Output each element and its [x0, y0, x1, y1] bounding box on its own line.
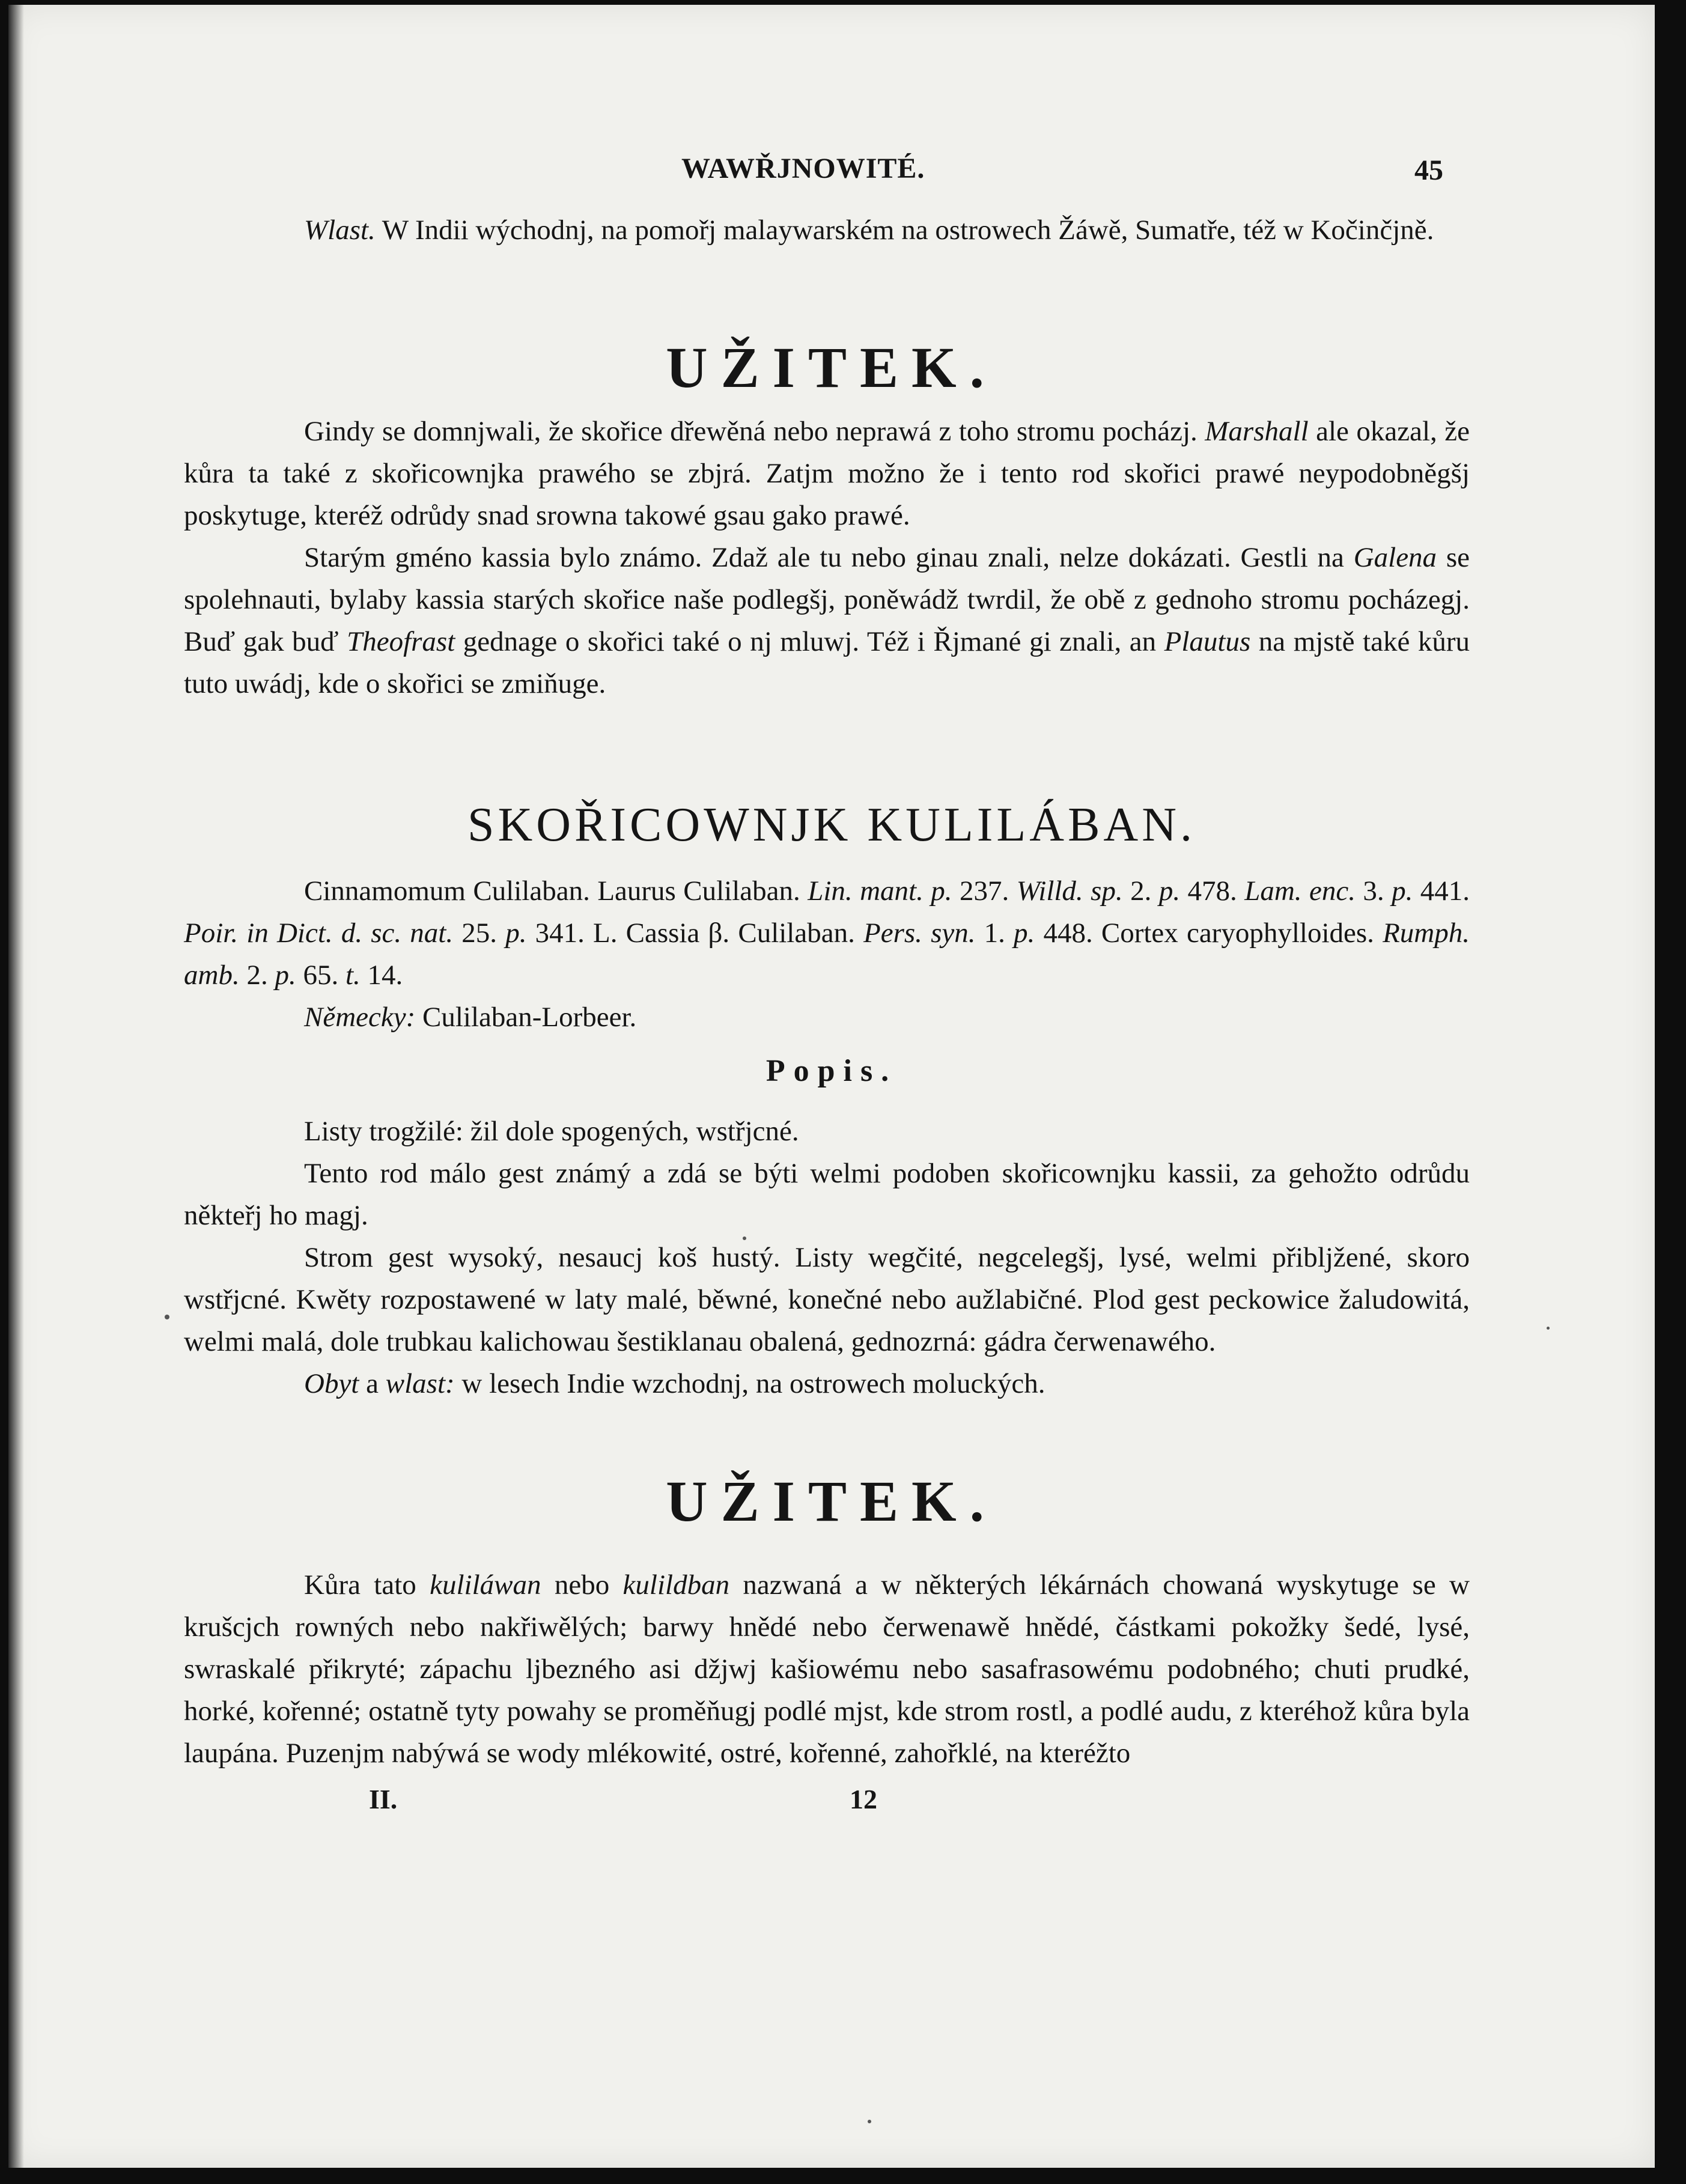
syn-num: 478. — [1180, 875, 1245, 907]
usage-section-1 — [184, 410, 1470, 705]
bark-text-c: nazwaná a w některých lékárnách chowaná wyskytuge se w krušcjch rowných nebo nakřiwělých; barwy hnědé nebo čerwenawě hnědé, částkami pokožky šedé, lysé, swraskalé přikryté; zápachu ljbezného asi džjwj kašiowému nebo sasafrasowému podobného; chuti prudké, horké, kořenné; ostatně tyty powahy se proměňugj podlé mjst, kde strom rostl, a podlé audu, z kteréhož kůra byla laupána. Puzenjm nabýwá se wody mlékowité, ostré, kořenné, zahořklé, na kteréžto — [184, 1569, 1470, 1769]
syn-ref: t. — [345, 960, 361, 991]
syn-ref: Rumph. amb. — [184, 917, 1470, 991]
local-name-2: kulildban — [622, 1569, 730, 1601]
syn-ref: p. — [275, 960, 296, 991]
author-plautus: Plautus — [1164, 626, 1251, 657]
syn-num: 2. — [1122, 875, 1159, 907]
history-text-a: Starým gménо kassia bylo známo. Zdaž ale tu nebo ginau znali, nelze dokázati. Gestli na — [304, 542, 1354, 573]
description-habitat — [184, 1363, 1470, 1405]
german-label: Německy: — [304, 1002, 416, 1033]
description-tree: Strom gest wysoký, nesaucj koš hustý. Listy wegčité, negcelegšj, lysé, welmi přibljžené, skoro wstřjcné. Kwěty rozpostawené w laty malé, běwné, konečné nebo aužlabičné. Plod gest peckowice žaludowitá, welmi malá, dole trubkau kalichowau šestiklanau obalená, gednozrná: gádra čerwenawého. — [184, 1242, 1470, 1357]
section-heading-uzitek-1: UŽITEK. — [666, 335, 997, 400]
syn-num: 441. — [1413, 875, 1470, 907]
german-name: Culilaban-Lorbeer. — [415, 1002, 637, 1033]
syn-num: 1. — [975, 917, 1014, 949]
page-number: 45 — [1414, 154, 1443, 186]
usage-text: Gindy se domnjwali, že skořice dřewěná nebo neprawá z toho stromu pocházj. — [304, 416, 1198, 447]
syn-ref: p. — [1014, 917, 1035, 949]
syn-ref: Pers. syn. — [863, 917, 976, 949]
habitat-paragraph — [184, 209, 1470, 251]
habitat-wlast-label: wlast: — [385, 1368, 455, 1399]
scan-speck — [868, 2120, 871, 2123]
description-block — [184, 1110, 1470, 1405]
local-name-1: kuliláwan — [430, 1569, 541, 1601]
syn-num: 237. — [952, 875, 1017, 907]
description-leaves: Listy trogžilé: žil dole spogených, wstřjcné. — [304, 1116, 799, 1147]
history-text-d: na mjstě také kůru tuto uwádj, kde o skořici se zmiňuge. — [184, 626, 1470, 699]
habitat-text: W Indii wýchodnj, na pomořj malaywarském na ostrowech Žáwě, Sumatře, též w Kočinčjně. — [375, 214, 1434, 246]
species-title: SKOŘICOWNJK KULILÁBAN. — [467, 798, 1196, 851]
synonymy-block — [184, 870, 1470, 1038]
syn-ref: Lin. mant. p. — [808, 875, 952, 907]
usage-section-2 — [184, 1564, 1470, 1774]
syn-num: 2. — [239, 960, 275, 991]
syn-num: 65. — [296, 960, 345, 991]
scan-speck — [165, 1315, 169, 1319]
syn-num: 448. Cortex caryophylloides. — [1035, 917, 1383, 949]
syn-ref: p. — [1158, 875, 1181, 907]
syn-ref: p. — [1392, 875, 1413, 907]
syn-ref: Willd. sp. — [1016, 875, 1123, 907]
signature-mark: 12 — [850, 1784, 877, 1814]
volume-mark: II. — [369, 1784, 398, 1814]
habitat-label: Wlast. — [304, 214, 376, 246]
author-marshall: Marshall — [1205, 416, 1309, 447]
intro-paragraph — [184, 209, 1470, 251]
section-heading-uzitek-2: UŽITEK. — [666, 1469, 997, 1533]
habitat-and: a — [359, 1368, 386, 1399]
syn-num: 341. L. Cassia β. Culilaban. — [526, 917, 863, 949]
history-text-c: gednage o skořici také o nj mluwj. Též i Řjmané gi znali, an — [455, 626, 1164, 657]
usage-paragraph-2 — [184, 537, 1470, 705]
syn-num: 3. — [1355, 875, 1392, 907]
description-relation: Tento rod málo gest známý a zdá se býti welmi podoben skořicownjku kassii, za gehožto odrůdu někteřj ho magj. — [184, 1158, 1470, 1231]
bark-text-b: nebo — [541, 1569, 623, 1601]
usage-text-rest: ale okazal, že kůra ta také z skořicownjka prawého se zbjrá. Zatjm možno že i tento rod skořici prawé neypodobněgšj poskytuge, kteréž odrůdy snad srowna takowé gsau gako prawé. — [184, 416, 1470, 531]
syn-ref: Poir. in Dict. d. sc. nat. — [184, 917, 454, 949]
bark-text-a: Kůra tato — [304, 1569, 430, 1601]
author-galen: Galena — [1353, 542, 1437, 573]
running-head: WAWŘJNOWITÉ. — [681, 153, 925, 184]
usage-paragraph-1 — [184, 410, 1470, 537]
synonymy-paragraph — [184, 870, 1470, 996]
bark-usage-paragraph — [184, 1564, 1470, 1774]
history-text-b: se spolehnauti, bylaby kassia starých skořice naše podlegšj, poněwádž twrdil, že obě z gednoho stromu pocházegj. Buď gak buď — [184, 542, 1470, 657]
syn-num: 25. — [453, 917, 506, 949]
scan-speck — [743, 1236, 746, 1240]
habitat-text-2: w lesech Indie wzchodnj, na ostrowech moluckých. — [454, 1368, 1045, 1399]
description-heading: Popis. — [765, 1054, 898, 1088]
habitat-obyt-label: Obyt — [304, 1368, 359, 1399]
syn-ref: Lam. enc. — [1244, 875, 1356, 907]
german-name-line — [184, 996, 1470, 1038]
scan-speck — [1547, 1327, 1550, 1330]
syn-ref: p. — [505, 917, 527, 949]
book-page — [8, 5, 1655, 2168]
author-theofrast: Theofrast — [347, 626, 455, 657]
syn-text: Cinnamomum Culilaban. Laurus Culilaban. — [304, 875, 808, 907]
syn-num: 14. — [360, 960, 403, 991]
